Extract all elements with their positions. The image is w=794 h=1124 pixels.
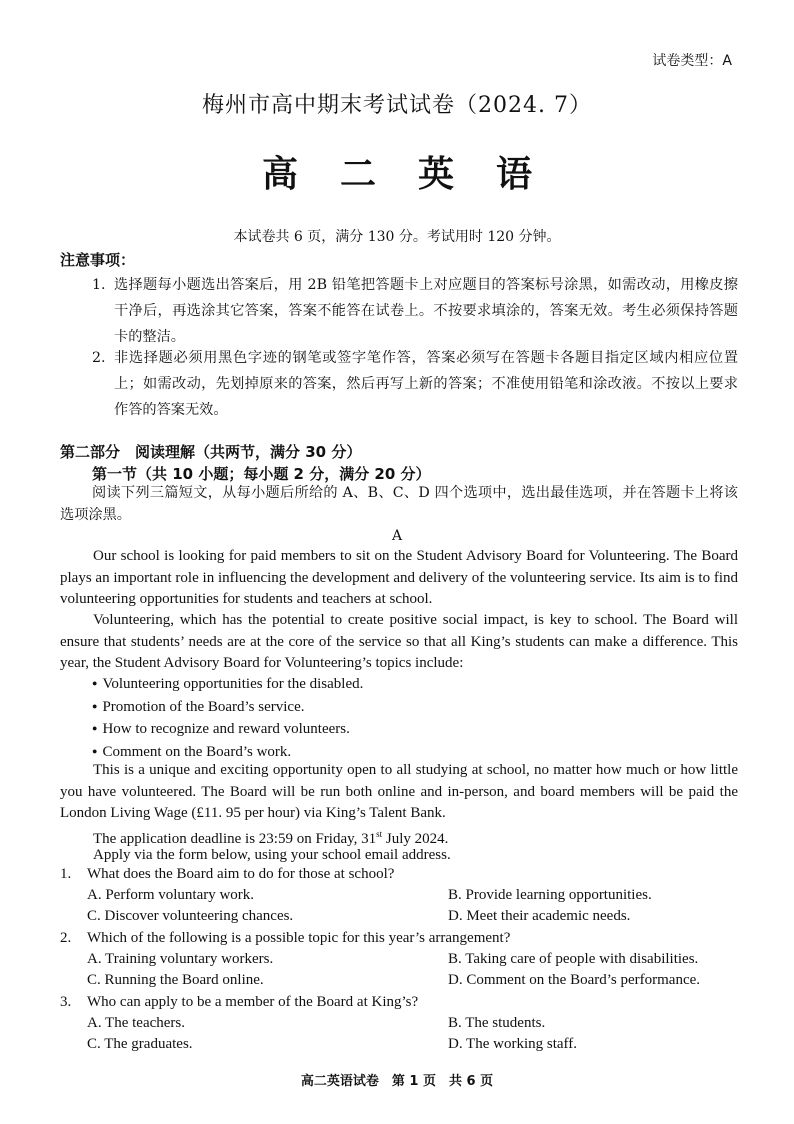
question-text: Who can apply to be a member of the Board at King’s? <box>87 994 419 1010</box>
topic-item: ● Comment on the Board’s work. <box>92 742 738 765</box>
passage-paragraph: Our school is looking for paid members to sit on the Student Advisory Board for Volunteering. The Board plays an important role in influencing the development and delivery of the volunteering service. Its aim is to find volunteering opportunities for students and teachers at school. <box>60 548 738 607</box>
option-c: C. The graduates. <box>87 1036 193 1052</box>
question-number: 3. <box>60 994 72 1010</box>
option-a: A. The teachers. <box>87 1015 186 1031</box>
option-b: B. The students. <box>448 1015 546 1031</box>
note-text: 非选择题必须用黑色字迹的钢笔或签字笔作答，答案必须写在答题卡各题目指定区域内相应位置上；如需改动，先划掉原来的答案，然后再写上新的答案；不准使用铅笔和涂改液。不按以上要求作答的答案无效。 <box>114 350 738 418</box>
question-text: What does the Board aim to do for those at school? <box>87 866 395 882</box>
question-number: 1. <box>60 866 72 882</box>
question-stem <box>60 992 418 1012</box>
option-d: D. Comment on the Board’s performance. <box>448 972 701 988</box>
topic-list <box>92 674 738 764</box>
paper-type-label: 试卷类型：A <box>652 53 732 69</box>
note-text: 选择题每小题选出答案后，用 2B 铅笔把答题卡上对应题目的答案标号涂黑，如需改动，用橡皮擦干净后，再选涂其它答案，答案不能答在试卷上。不按要求填涂的，答案无效。考生必须保持答题卡的整洁。 <box>114 277 738 345</box>
topic-item: ● Volunteering opportunities for the disabled. <box>92 674 738 697</box>
question-stem <box>60 928 510 948</box>
passage-paragraph: Apply via the form below, using your school email address. <box>93 847 451 863</box>
option-c: C. Running the Board online. <box>87 972 264 988</box>
question-stem <box>60 864 394 884</box>
exam-title: 梅州市高中期末考试试卷（2024. 7） <box>202 93 592 118</box>
passage-label: A <box>391 528 403 544</box>
note-item <box>92 272 738 350</box>
deadline-text: The application deadline is 23:59 on Friday, 31 <box>93 831 377 847</box>
note-number: 1. <box>92 277 106 293</box>
option-d: D. The working staff. <box>448 1036 578 1052</box>
option-a: A. Perform voluntary work. <box>87 887 255 903</box>
question-number: 2. <box>60 930 72 946</box>
option-b: B. Taking care of people with disabilities. <box>448 951 699 967</box>
passage-paragraph: Volunteering, which has the potential to create positive social impact, is key to school. The Board will ensure that students’ needs are at the core of the service so that all King’s students can make a difference. This year, the Student Advisory Board for Volunteering’s topics include: <box>60 612 738 671</box>
deadline-text-end: July 2024. <box>382 831 449 847</box>
note-number: 2. <box>92 350 106 366</box>
note-item <box>92 345 738 423</box>
section-heading: 第一节（共 10 小题；每小题 2 分，满分 20 分） <box>92 465 431 483</box>
passage-paragraph: This is a unique and exciting opportunity open to all studying at school, no matter how much or how little you have volunteered. The Board will be run both online and in-person, and board members will be paid the London Living Wage (£11. 95 per hour) via King’s Talent Bank. <box>60 762 738 821</box>
topic-item: ● Promotion of the Board’s service. <box>92 697 738 720</box>
deadline-ordinal: st <box>376 829 383 839</box>
subject-title: 高二英语 <box>261 154 574 195</box>
question-text: Which of the following is a possible topic for this year’s arrangement? <box>87 930 511 946</box>
option-d: D. Meet their academic needs. <box>448 908 631 924</box>
topic-item: ● How to recognize and reward volunteers. <box>92 719 738 742</box>
option-a: A. Training voluntary workers. <box>87 951 274 967</box>
option-b: B. Provide learning opportunities. <box>448 887 652 903</box>
option-c: C. Discover volunteering chances. <box>87 908 294 924</box>
notes-heading: 注意事项： <box>60 251 136 269</box>
exam-info: 本试卷共 6 页，满分 130 分。考试用时 120 分钟。 <box>233 229 561 245</box>
page-footer: 高二英语试卷 第 1 页 共 6 页 <box>300 1074 494 1089</box>
part-heading: 第二部分 阅读理解（共两节，满分 30 分） <box>60 443 362 461</box>
section-instructions: 阅读下列三篇短文，从每小题后所给的 A、B、C、D 四个选项中，选出最佳选项，并在答题卡上将该选项涂黑。 <box>60 485 738 523</box>
